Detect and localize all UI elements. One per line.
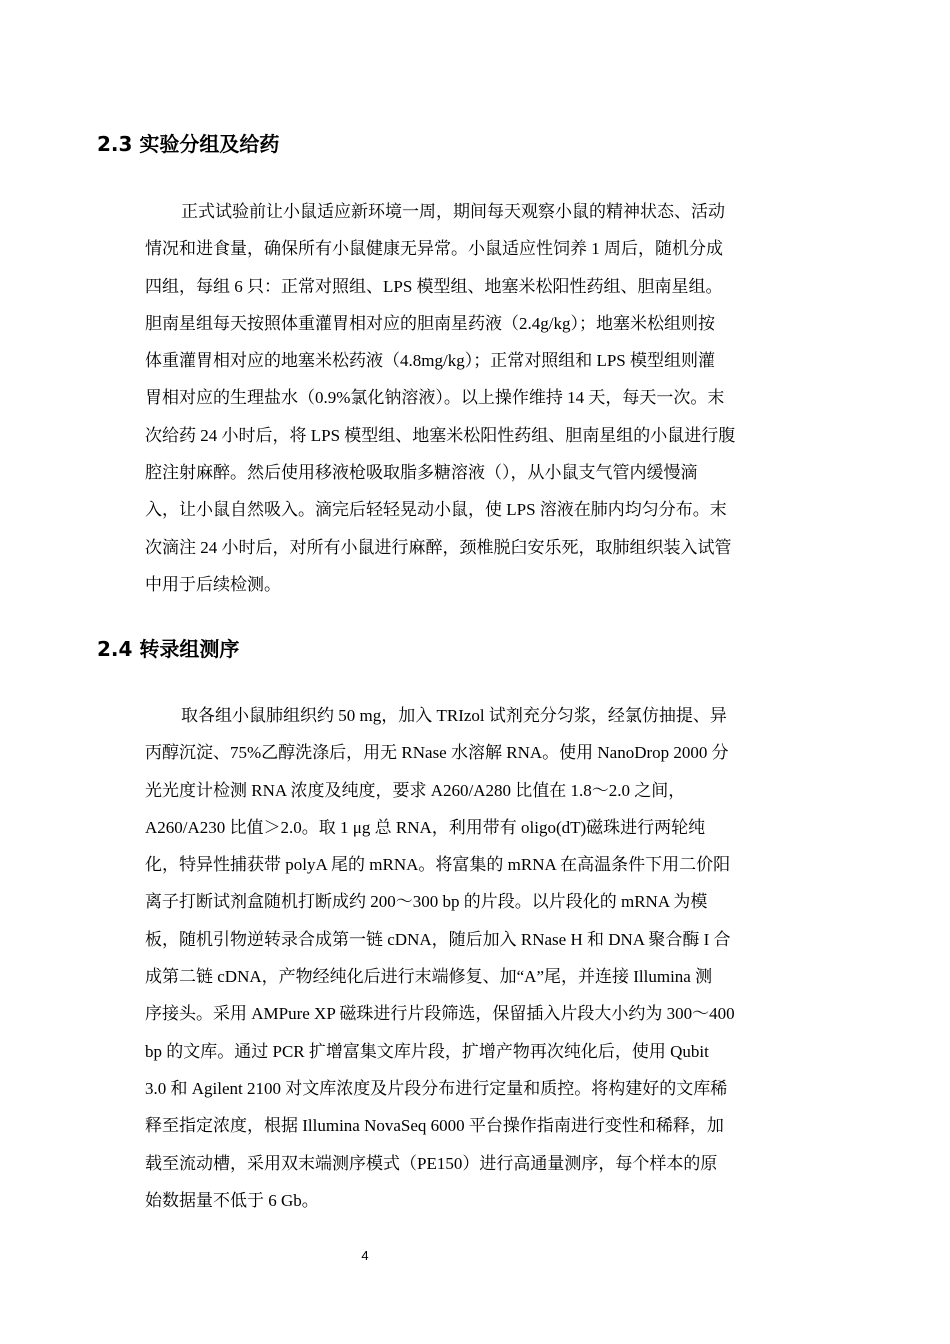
paragraph-line: 正式试验前让小鼠适应新环境一周，期间每天观察小鼠的精神状态、活动 xyxy=(181,202,725,221)
paragraph-line: 体重灌胃相对应的地塞米松药液（4.8mg/kg）；正常对照组和 LPS 模型组则灌 xyxy=(145,351,715,371)
section-heading-2-3: 2.3 实验分组及给药 xyxy=(97,132,280,156)
paragraph-line: 次滴注 24 小时后，对所有小鼠进行麻醉，颈椎脱臼安乐死，取肺组织装入试管 xyxy=(145,537,732,557)
paragraph-line: 3.0 和 Agilent 2100 对文库浓度及片段分布进行定量和质控。将构建好的文库稀 xyxy=(145,1078,728,1098)
paragraph-line: 离子打断试剂盒随机打断成约 200～300 bp 的片段。以片段化的 mRNA 为模 xyxy=(145,892,708,912)
paragraph-transcriptome-sequencing xyxy=(145,697,815,1219)
paragraph-line: 取各组小鼠肺组织约 50 mg，加入 TRIzol 试剂充分匀浆，经氯仿抽提、异 xyxy=(181,706,727,725)
paragraph-line: 四组，每组 6 只：正常对照组、LPS 模型组、地塞米松阳性药组、胆南星组。 xyxy=(145,276,723,296)
paragraph-line: 次给药 24 小时后，将 LPS 模型组、地塞米松阳性药组、胆南星组的小鼠进行腹 xyxy=(145,425,736,445)
paragraph-line: 丙醇沉淀、75%乙醇洗涤后，用无 RNase 水溶解 RNA。使用 NanoDrop 2000 分 xyxy=(145,743,729,763)
page-number: 4 xyxy=(361,1248,369,1263)
paragraph-line: 腔注射麻醉。然后使用移液枪吸取脂多糖溶液（），从小鼠支气管内缓慢滴 xyxy=(145,463,698,483)
paragraph-line: 胃相对应的生理盐水（0.9%氯化钠溶液）。以上操作维持 14 天，每天一次。末 xyxy=(145,388,725,408)
paragraph-line: 胆南星组每天按照体重灌胃相对应的胆南星药液（2.4g/kg）；地塞米松组则按 xyxy=(145,313,715,333)
paragraph-line: 板，随机引物逆转录合成第一链 cDNA，随后加入 RNase H 和 DNA 聚合酶 I 合 xyxy=(145,929,731,949)
paragraph-line: 序接头。采用 AMPure XP 磁珠进行片段筛选，保留插入片段大小约为 300～400 xyxy=(145,1004,735,1024)
paragraph-experimental-grouping xyxy=(145,193,815,603)
paragraph-line: 释至指定浓度，根据 Illumina NovaSeq 6000 平台操作指南进行变性和稀释，加 xyxy=(145,1116,724,1136)
paragraph-line: 入，让小鼠自然吸入。滴完后轻轻晃动小鼠，使 LPS 溶液在肺内均匀分布。末 xyxy=(145,500,727,520)
paragraph-line: 中用于后续检测。 xyxy=(145,574,281,594)
paragraph-line: A260/A230 比值＞2.0。取 1 μg 总 RNA，利用带有 oligo(dT)磁珠进行两轮纯 xyxy=(145,817,706,837)
paragraph-line: 化，特异性捕获带 polyA 尾的 mRNA。将富集的 mRNA 在高温条件下用二价阳 xyxy=(145,855,731,875)
paragraph-line: 光光度计检测 RNA 浓度及纯度，要求 A260/A280 比值在 1.8～2.0 之间， xyxy=(145,780,686,800)
paragraph-line: 成第二链 cDNA，产物经纯化后进行末端修复、加“A”尾，并连接 Illumina 测 xyxy=(145,967,713,987)
paragraph-line: 载至流动槽，采用双末端测序模式（PE150）进行高通量测序，每个样本的原 xyxy=(145,1153,718,1173)
paragraph-line: bp 的文库。通过 PCR 扩增富集文库片段，扩增产物再次纯化后，使用 Qubit xyxy=(145,1041,709,1061)
paragraph-line: 情况和进食量，确保所有小鼠健康无异常。小鼠适应性饲养 1 周后，随机分成 xyxy=(145,239,723,259)
paragraph-line: 始数据量不低于 6 Gb。 xyxy=(145,1190,319,1210)
section-heading-2-4: 2.4 转录组测序 xyxy=(97,637,240,661)
